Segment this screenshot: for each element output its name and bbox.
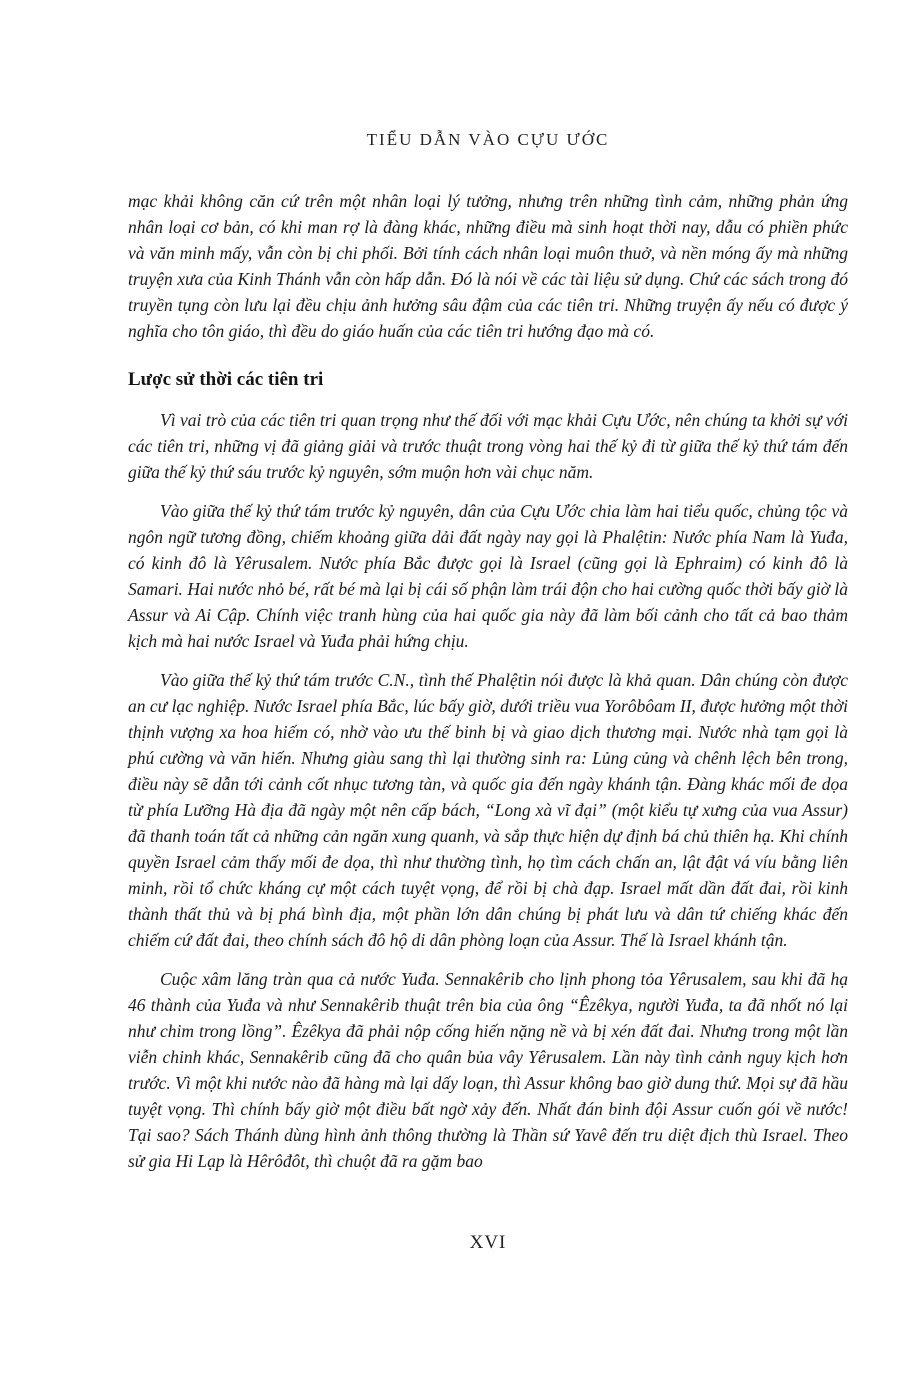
text-block — [128, 130, 848, 1187]
page-number: XVI — [469, 1232, 507, 1253]
paragraph: Cuộc xâm lăng tràn qua cả nước Yuđa. Sennakêrib cho lịnh phong tỏa Yêrusalem, sau khi đã hạ 46 thành của Yuđa và như Sennakêrib thuật trên bia của ông “Êzêkya, người Yuđa, ta đã nhốt nó lại như chim trong lồng”. Êzêkya đã phải nộp cống hiến nặng nề và bị xén đất đai. Nhưng trong một lần viễn chinh khác, Sennakêrib cũng đã cho quân bủa vây Yêrusalem. Lần này tình cảnh nguy kịch hơn trước. Vì một khi nước nào đã hàng mà lại dấy loạn, thì Assur không bao giờ dung thứ. Mọi sự đã hầu tuyệt vọng. Thì chính bấy giờ một điều bất ngờ xảy đến. Nhất đán binh đội Assur cuốn gói về nước! Tại sao? Sách Thánh dùng hình ảnh thông thường là Thần sứ Yavê đến tru diệt địch thù Israel. Theo sử gia Hi Lạp là Hêrôđôt, thì chuột đã ra gặm bao — [128, 969, 848, 1171]
paragraph: Vì vai trò của các tiên tri quan trọng như thế đối với mạc khải Cựu Ước, nên chúng ta khởi sự với các tiên tri, những vị đã giảng giải và trước thuật trong vòng hai thế kỷ đi từ giữa thế kỷ thứ tám đến giữa thế kỷ thứ sáu trước kỷ nguyên, sớm muộn hơn vài chục năm. — [128, 410, 848, 482]
paragraph-continuation: mạc khải không căn cứ trên một nhân loại lý tưởng, nhưng trên những tình cảm, những phản ứng nhân loại cơ bản, có khi man rợ là đàng khác, những điều mà sinh hoạt thời nay, dẫu có phiền phức và văn minh mấy, vẫn còn bị chi phối. Bởi tính cách nhân loại muôn thuở, và nền móng ấy mà những truyện xưa của Kinh Thánh vẫn còn hấp dẫn. Đó là nói về các tài liệu sử dụng. Chứ các sách trong đó truyền tụng còn lưu lại đều chịu ảnh hưởng sâu đậm của các tiên tri. Những truyện ấy nếu có được ý nghĩa cho tôn giáo, thì đều do giáo huấn của các tiên tri hướng đạo mà có. — [128, 191, 848, 341]
running-header: TIỂU DẪN VÀO CỰU ƯỚC — [366, 130, 610, 149]
section-heading: Lược sử thời các tiên tri — [128, 369, 324, 390]
paragraph: Vào giữa thế kỷ thứ tám trước C.N., tình thế Phalệtin nói được là khả quan. Dân chúng còn được an cư lạc nghiệp. Nước Israel phía Bắc, lúc bấy giờ, dưới triều vua Yorôbôam II, được hưởng một thời thịnh vượng xa hoa hiếm có, nhờ vào ưu thế binh bị và giao dịch thương mại. Nước nhà tạm gọi là phú cường và văn hiến. Nhưng giàu sang thì lại thường sinh ra: Lủng củng và chênh lệch bên trong, điều này sẽ dẫn tới cảnh cốt nhục tương tàn, và quốc gia đến ngày khánh tận. Đàng khác mối đe dọa từ phía Lưỡng Hà địa đã ngày một nên cấp bách, “Long xà vĩ đại” (một kiểu tự xưng của vua Assur) đã thanh toán tất cả những cản ngăn xung quanh, và sắp thực hiện dự định bá chủ thiên hạ. Khi chính quyền Israel cảm thấy mối đe dọa, thì như thường tình, họ tìm cách chấn an, lật đật vá víu bằng liên minh, rồi tổ chức kháng cự một cách tuyệt vọng, để rồi bị chà đạp. Israel mất dần đất đai, rồi kinh thành thất thủ và bị phá bình địa, một phần lớn dân chúng bị phát lưu và dân tứ chiếng khác đến chiếm cứ đất đai, theo chính sách đô hộ di dân phòng loạn của Assur. Thế là Israel khánh tận. — [128, 670, 848, 950]
paragraph: Vào giữa thế kỷ thứ tám trước kỷ nguyên, dân của Cựu Ước chia làm hai tiểu quốc, chủng tộc và ngôn ngữ tương đồng, chiếm khoảng giữa dải đất ngày nay gọi là Phalệtin: Nước phía Nam là Yuđa, có kinh đô là Yêrusalem. Nước phía Bắc được gọi là Israel (cũng gọi là Ephraim) có kinh đô là Samari. Hai nước nhỏ bé, rất bé mà lại bị cái số phận làm trái độn cho hai cường quốc thời bấy giờ là Assur và Ai Cập. Chính việc tranh hùng của hai quốc gia này đã làm bối cảnh cho tất cả bao thảm kịch mà hai nước Israel và Yuđa phải hứng chịu. — [128, 501, 848, 651]
